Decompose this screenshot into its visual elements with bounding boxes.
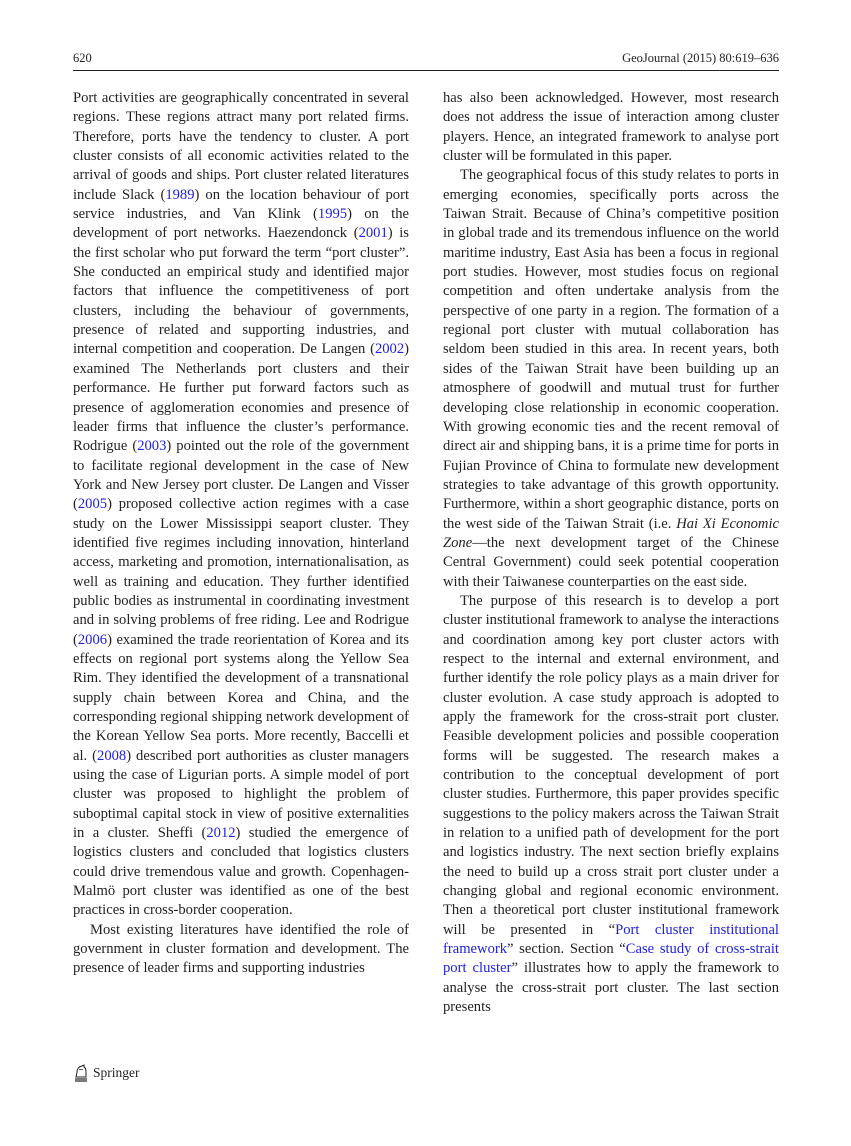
text: Port activities are geographically concentrated in several regions. These regions attract many port related firms. Therefore, ports have the tendency to cluster. A port cluster consists of all economic activities related to the arrival of goods and ships. Port cluster related literatures include Slack ( [73,90,409,203]
paragraph [443,166,779,592]
text: The geographical focus of this study relates to ports in emerging economies, specifically ports across the Taiwan Strait. Because of China’s competitive position in global trade and its tremendous influence on the world maritime industry, East Asia has been a focus in regional port studies. However, most studies focus on regional competition and often undertake analysis from the perspective of one party in a region. The formation of a regional port cluster with mutual collaboration has seldom been studied in this area. In recent years, both sides of the Taiwan Strait have been building up an atmosphere of goodwill and mutual trust for further developing close relationship in economic cooperation. With growing economic ties and the recent removal of direct air and shipping bans, it is a prime time for ports in Fujian Province of China to formulate new development strategies to take advantage of this growth opportunity. Furthermore, within a short geographic distance, ports on the west side of the Taiwan Strait (i.e. [443,167,779,532]
paragraph: has also been acknowledged. However, most research does not address the issue of interaction among cluster players. Hence, an integrated framework to analyse port cluster will be formulated in this paper. [443,90,779,165]
citation-link[interactable]: 2008 [97,747,127,764]
paragraph [73,89,409,921]
italic-term: Hai Xi Economic Zone [443,515,780,551]
text: ) is the first scholar who put forward the term “port cluster”. She conducted an empirical study and identified major factors that influence the competitiveness of port clusters, including the behaviour of governments, presence of related and supporting industries, and internal competition and cooperation. De Langen ( [73,225,409,358]
section-link-case-study[interactable]: Case study of cross-strait port cluster [443,941,779,977]
text: ) on the location behaviour of port service industries, and Van Klink ( [73,186,409,223]
citation-link[interactable]: 2001 [358,225,388,242]
text: —the next development target of the Chinese Central Government) could seek potential cooperation with their Taiwanese counterparties on the east side. [443,534,779,590]
text: ) studied the emergence of logistics clusters and concluded that logistics clusters could drive tremendous value and growth. Copenhagen-Malmö port cluster was identified as one of the best practices in cross-border cooperation. [73,825,409,919]
text: ” illustrates how to apply the framework to analyse the cross-strait port cluster. The last section presents [443,960,779,1016]
text: ” section. Section “ [507,941,626,958]
citation-link[interactable]: 1995 [317,206,348,223]
text: ) examined The Netherlands port clusters and their performance. He further put forward factors such as presence of agglomeration economies and presence of leader firms that influence the cluster’s performance. Rodrigue ( [73,341,409,455]
text: The purpose of this research is to develop a port cluster institutional framework to analyse the interactions and coordination among key port cluster actors with respect to the internal and external environment, and further identify the role policy plays as a main driver for cluster evolution. A case study approach is adopted to apply the framework for the cross-strait port cluster. Feasible development policies and possible cooperation forms will be suggested. The research makes a contribution to the conceptual development of port cluster studies. Furthermore, this paper provides specific suggestions to the policy makers across the Taiwan Strait in relation to a unified path of development for the port and logistics industry. The next section briefly explains the need to build up a cross strait port cluster under a changing global and regional economic environment. Then a theoretical port cluster institutional framework will be presented in “ [443,592,779,938]
running-header [73,51,779,71]
citation-link[interactable]: 2003 [137,438,167,455]
footer [73,1064,140,1082]
citation-link[interactable]: 2002 [374,341,405,358]
springer-knight-icon [73,1064,89,1082]
text: ) proposed collective action regimes with a case study on the Lower Mississippi seaport cluster. They identified five regimes including innovation, hinterland access, marketing and promotion, internationalisation, as well as training and education. They further identified public bodies as instrumental in coordinating investment and in solving problems of free riding. Lee and Rodrigue ( [73,496,409,648]
publisher-name: Springer [93,1065,140,1080]
paragraph: Most existing literatures have identified the role of government in cluster formation and development. The presence of leader firms and supporting industries [73,921,409,977]
header-rule [73,70,779,71]
citation-link[interactable]: 1989 [165,186,195,203]
citation-link[interactable]: 2006 [77,631,108,648]
paragraph [443,592,779,1018]
text: ) described port authorities as cluster managers using the case of Ligurian ports. A simple model of port cluster was proposed to highlight the problem of suboptimal capital stock in view of positive externalities in a cluster. Sheffi ( [73,747,409,842]
left-column [73,89,409,979]
text: ) examined the trade reorientation of Korea and its effects on regional port systems along the Yellow Sea Rim. They identified the development of a transnational supply chain between Korea and China, and the corresponding regional shipping network development of the Korean Yellow Sea ports. More recently, Baccelli et al. ( [73,631,409,764]
text: ) on the development of port networks. Haezendonck ( [73,206,409,242]
citation-link[interactable]: 2005 [77,496,108,513]
right-column [443,89,779,1018]
journal-reference: GeoJournal (2015) 80:619–636 [622,51,779,65]
text: ) pointed out the role of the government to facilitate regional development in the case of New York and New Jersey port cluster. De Langen and Visser ( [73,438,410,513]
section-link-framework[interactable]: Port cluster institutional framework [443,921,779,958]
citation-link[interactable]: 2012 [206,825,236,842]
page-number: 620 [73,51,92,65]
